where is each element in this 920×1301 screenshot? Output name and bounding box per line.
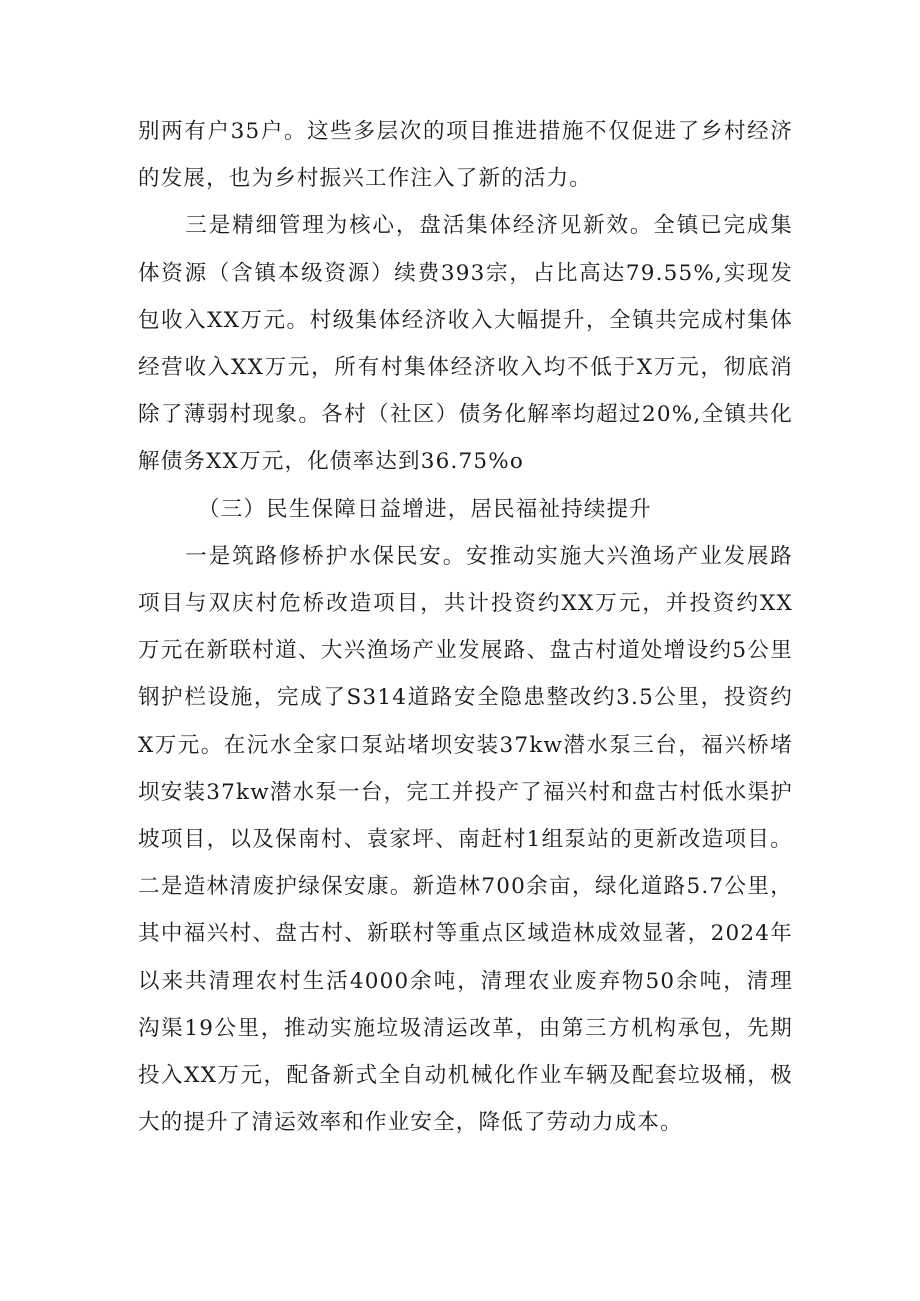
paragraph-continuation: 别两有户35户。这些多层次的项目推进措施不仅促进了乡村经济的发展，也为乡村振兴工作注入了新的活力。 — [138, 119, 793, 192]
document-body — [138, 108, 793, 1146]
section-heading-livelihood: （三）民生保障日益增进，居民福祉持续提升 — [198, 496, 653, 522]
paragraph-collective-economy: 三是精细管理为核心，盘活集体经济见新效。全镇已完成集体资源（含镇本级资源）续费393宗，占比高达79.55%,实现发包收入XX万元。村级集体经济收入大幅提升，全镇共完成村集体经营收入XX万元，所有村集体经济收入均不低于X万元，彻底消除了薄弱村现象。各村（社区）债务化解率均超过20%,全镇共化解债务XX万元，化债率达到36.75%o — [138, 213, 793, 475]
paragraph-infrastructure: 一是筑路修桥护水保民安。安推动实施大兴渔场产业发展路项目与双庆村危桥改造项目，共计投资约XX万元，并投资约XX万元在新联村道、大兴渔场产业发展路、盘古村道处增设约5公里钢护栏设施，完成了S314道路安全隐患整改约3.5公里，投资约X万元。在沅水全家口泵站堵坝安装37kw潜水泵三台，福兴桥堵坝安装37kw潜水泵一台，完工并投产了福兴村和盘古村低水渠护坡项目，以及保南村、袁家坪、南赶村1组泵站的更新改造项目。二是造林清废护绿保安康。新造林700余亩，绿化道路5.7公里，其中福兴村、盘古村、新联村等重点区域造林成效显著，2024年以来共清理农村生活4000余吨，清理农业废弃物50余吨，清理沟渠19公里，推动实施垃圾清运改革，由第三方机构承包，先期投入XX万元，配备新式全自动机械化作业车辆及配套垃圾桶，极大的提升了清运效率和作业安全，降低了劳动力成本。 — [138, 543, 793, 1136]
